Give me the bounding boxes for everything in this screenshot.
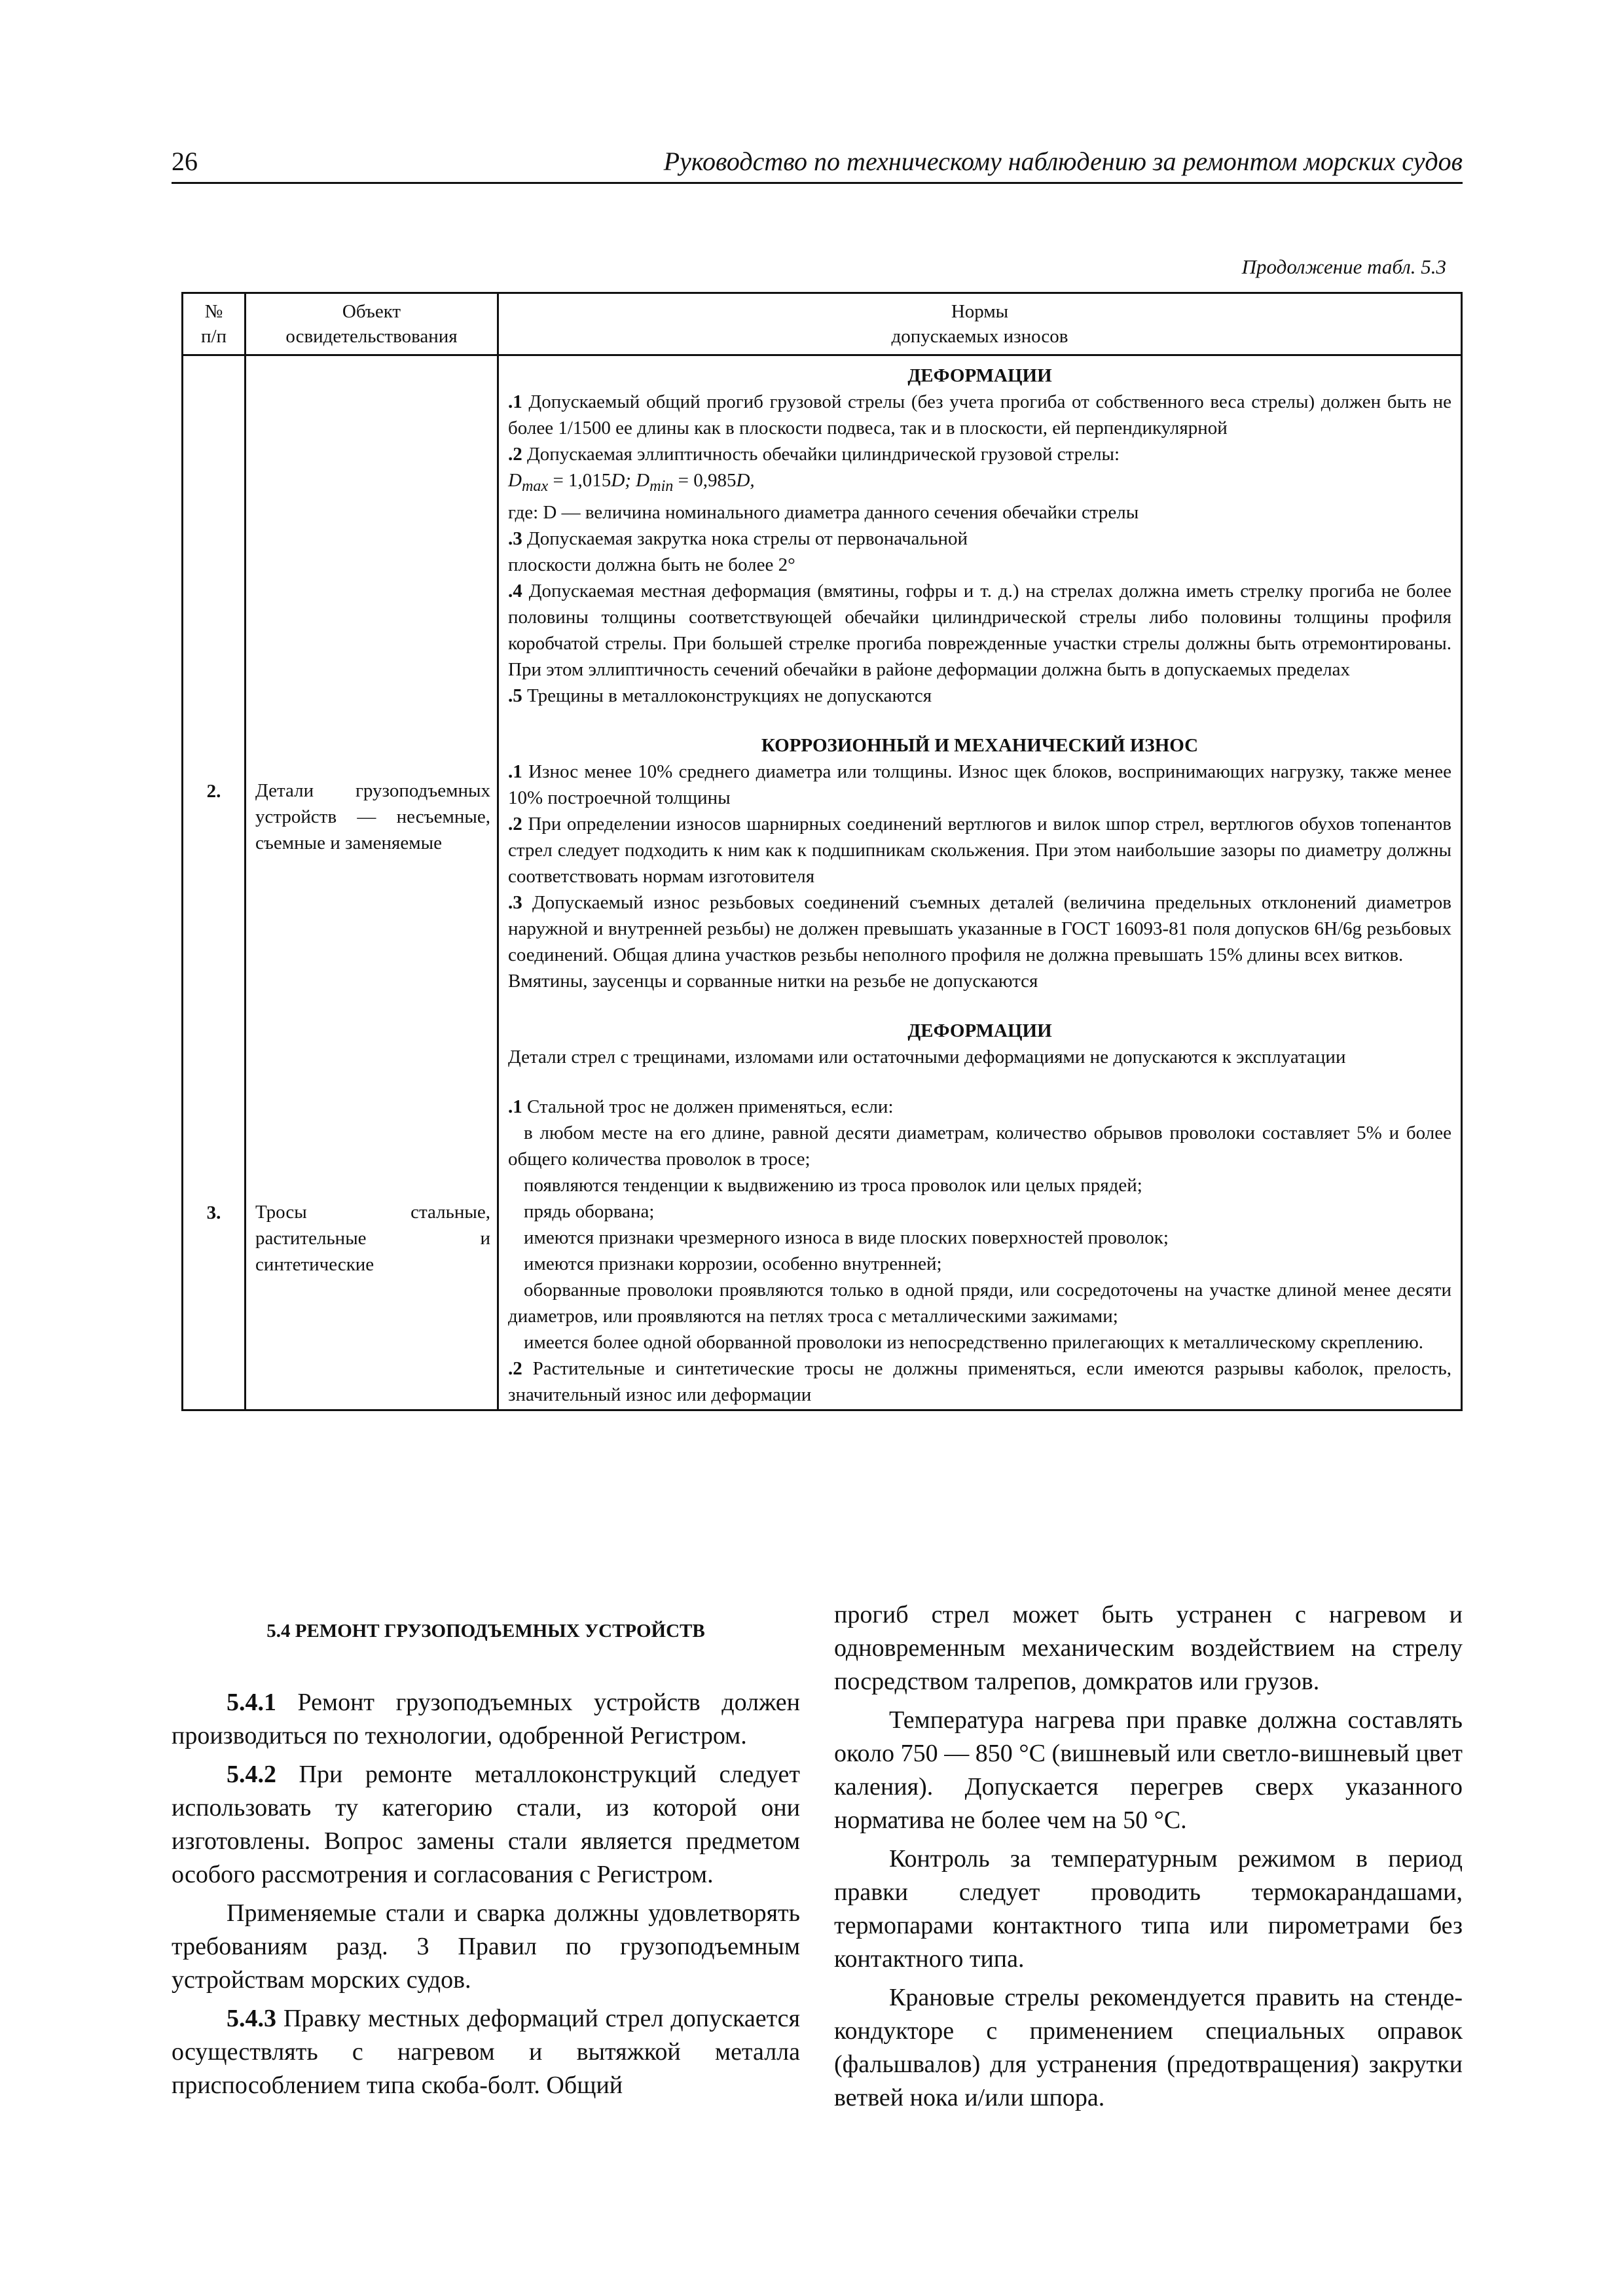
object-2: Детали грузоподъемных устройств — несъемные, съемные и заменяемые: [255, 780, 490, 853]
object-column: [246, 355, 498, 1410]
header-norms: [498, 293, 1462, 355]
header-number-line2: п/п: [200, 326, 227, 347]
paragraph-crane-booms: Крановые стрелы рекомендуется править на стенде-кондукторе с применением специальных оправок (фальшвалов) для устранения (предотвращения) закрутки ветвей нока и/или шпора.: [834, 1984, 1463, 2111]
paragraph-steels: Применяемые стали и сварка должны удовлетворять требованиям разд. 3 Правил по грузоподъемным устройствам морских судов.: [172, 1899, 800, 1994]
header-number: [183, 293, 246, 355]
corrosion-title: КОРРОЗИОННЫЙ И МЕХАНИЧЕСКИЙ ИЗНОС: [761, 734, 1199, 756]
page-number: 26: [172, 147, 198, 176]
rope-condition: появляются тенденции к выдвижению из троса проволок или целых прядей;: [524, 1174, 1142, 1196]
row-number-2: 2.: [206, 781, 221, 802]
rope-condition: прядь оборвана;: [524, 1200, 655, 1222]
ellipticity-formula: $D_{max} = 1,015D$; $D_{min} = 0,985D$,: [508, 470, 755, 495]
running-title: Руководство по техническому наблюдению за ремонтом морских судов: [663, 147, 1463, 176]
table-continuation-label: Продолжение табл. 5.3: [1241, 255, 1446, 278]
norm-2-1: .1 Износ менее 10% среднего диаметра или толщины. Износ щек блоков, воспринимающих нагрузку, также менее 10% построечной толщины: [508, 761, 1452, 808]
header-object-line2: освидетельствования: [285, 326, 458, 347]
rope-condition: имеются признаки чрезмерного износа в виде плоских поверхностей проволок;: [524, 1227, 1169, 1248]
formula-where: где: D — величина номинального диаметра данного сечения обечайки стрелы: [508, 501, 1139, 523]
norm-2-2: .2 При определении износов шарнирных соединений вертлюгов и вилок шпор стрел, вертлюгов обухов топенантов стрел следует подходить к ним как к подшипникам скольжения. При этом наибольшие зазоры по диаметру должны соответствовать нормам изготовителя: [508, 813, 1451, 887]
norm-3-1: .1 Стальной трос не должен применяться, если:: [508, 1096, 894, 1117]
text-column-right: [834, 1598, 1463, 2120]
norm-1-3-cont: плоскости должна быть не более 2°: [508, 554, 795, 575]
header-object: [246, 293, 498, 355]
header-object-line1: Объект: [342, 301, 401, 322]
deformations-title-2: ДЕФОРМАЦИИ: [907, 1020, 1052, 1041]
header-number-line1: №: [204, 301, 223, 322]
norm-2-3: .3 Допускаемый износ резьбовых соединений съемных деталей (величина предельных отклонений диаметров наружной и внутренней резьбы) не должен превышать указанные в ГОСТ 16093-81 поля допусков 6H/6g резьбовых соединений. Общая длина участков резьбы неполного профиля не должна превышать 15% длины всех витков.: [508, 891, 1452, 965]
section-heading: 5.4 РЕМОНТ ГРУЗОПОДЪЕМНЫХ УСТРОЙСТВ: [266, 1621, 705, 1641]
text-column-left: [172, 1598, 800, 2108]
rope-condition: в любом месте на его длине, равной десяти диаметрам, количество обрывов проволоки составляет 5% и более общего количества проволок в тросе;: [508, 1122, 1451, 1170]
paragraph-5-4-3: 5.4.3 Правку местных деформаций стрел допускается осуществлять с нагревом и вытяжкой металла приспособлением типа скоба-болт. Общий: [172, 2005, 800, 2099]
norm-1-1: .1 Допускаемый общий прогиб грузовой стрелы (без учета прогиба от собственного веса стрелы) должен быть не более 1/1500 ее длины как в плоскости подвеса, так и в плоскости, ей перпендикулярной: [508, 391, 1451, 439]
rope-condition: имеется более одной оборванной проволоки из непосредственно прилегающих к металлическому скреплению.: [524, 1331, 1424, 1353]
table-row: [183, 355, 1462, 1410]
norm-2-5: Детали стрел с трещинами, изломами или остаточными деформациями не допускаются к эксплуатации: [508, 1046, 1346, 1067]
number-column: [183, 355, 246, 1410]
header-norms-line1: Нормы: [951, 301, 1009, 322]
norm-2-4: Вмятины, заусенцы и сорванные нитки на резьбе не допускаются: [508, 970, 1038, 992]
header-norms-line2: допускаемых износов: [891, 326, 1068, 347]
norm-1-4: .4 Допускаемая местная деформация (вмятины, гофры и т. д.) на стрелах должна иметь стрелку прогиба не более половины толщины соответствующей обечайки цилиндрической стрелы либо половины толщины профиля коробчатой стрелы. При большей стрелке прогиба поврежденные участки стрелы должны быть отремонтированы. При этом эллиптичность сечений обечайки в районе деформации должна быть в допускаемых пределах: [508, 580, 1451, 680]
norm-1-2: .2 Допускаемая эллиптичность обечайки цилиндрической грузовой стрелы:: [508, 444, 1120, 465]
paragraph-temperature: Температура нагрева при правке должна составлять около 750 — 850 °С (вишневый или светло-вишневый цвет каления). Допускается перегрев сверх указанного норматива не более чем на 50 °С.: [834, 1706, 1463, 1834]
page-header: [172, 145, 1463, 184]
table-header-row: [183, 293, 1462, 355]
row-number-3: 3.: [206, 1202, 221, 1223]
paragraph-control: Контроль за температурным режимом в период правки следует проводить термокарандашами, термопарами контактного типа или пирометрами без контактного типа.: [834, 1845, 1463, 1973]
paragraph-5-4-1: 5.4.1 Ремонт грузоподъемных устройств должен производиться по технологии, одобренной Регистром.: [172, 1689, 800, 1749]
rope-condition: имеются признаки коррозии, особенно внутренней;: [524, 1253, 942, 1274]
norms-column: [498, 355, 1462, 1410]
deformations-title: ДЕФОРМАЦИИ: [907, 365, 1052, 386]
rope-condition: оборванные проволоки проявляются только в одной пряди, или сосредоточены на участке длиной менее десяти диаметров, или проявляются на петлях троса с металлическими зажимами;: [508, 1279, 1451, 1327]
norm-1-3: .3 Допускаемая закрутка нока стрелы от первоначальной: [508, 528, 968, 549]
norm-3-2: .2 Растительные и синтетические тросы не должны применяться, если имеются разрывы каболок, прелость, значительный износ или деформации: [508, 1357, 1451, 1405]
object-3: Тросы стальные, растительные и синтетические: [255, 1202, 490, 1275]
paragraph-5-4-2: 5.4.2 При ремонте металлоконструкций следует использовать ту категорию стали, из которой они изготовлены. Вопрос замены стали является предметом особого рассмотрения и согласования с Регистром.: [172, 1761, 800, 1888]
norms-table: [181, 292, 1463, 1411]
norm-1-5: .5 Трещины в металлоконструкциях не допускаются: [508, 685, 932, 706]
paragraph-bending: прогиб стрел может быть устранен с нагревом и одновременным механическим воздействием на стрелу посредством талрепов, домкратов или грузов.: [834, 1601, 1463, 1695]
